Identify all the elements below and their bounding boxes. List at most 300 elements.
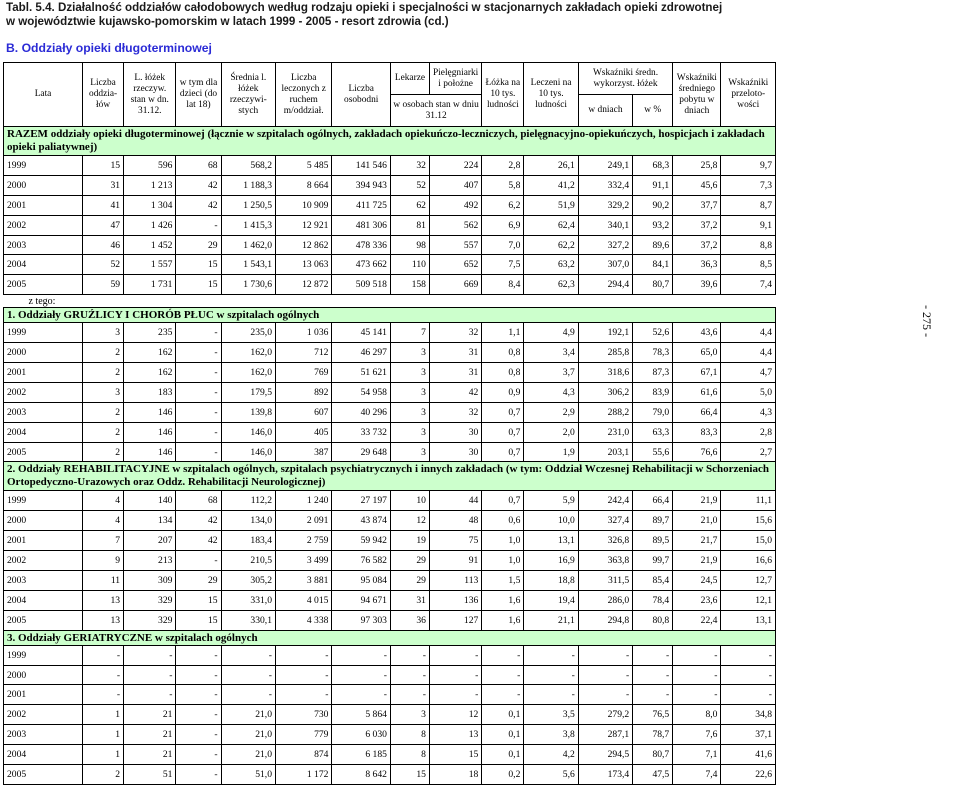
value-cell: 21 — [124, 725, 176, 745]
value-cell: - — [673, 645, 721, 665]
value-cell: - — [578, 685, 632, 705]
value-cell: 15,0 — [721, 531, 776, 551]
value-cell: 2 091 — [276, 511, 332, 531]
value-cell: 7,1 — [673, 745, 721, 765]
value-cell: 0,1 — [482, 745, 524, 765]
value-cell: 18,8 — [524, 571, 578, 591]
value-cell: 113 — [429, 571, 481, 591]
value-cell: 76 582 — [332, 551, 391, 571]
value-cell: 22,4 — [673, 610, 721, 630]
value-cell: 80,8 — [633, 610, 673, 630]
value-cell: 12 — [429, 705, 481, 725]
value-cell: 652 — [429, 255, 481, 275]
value-cell: 1 304 — [124, 195, 176, 215]
value-cell: 21,0 — [673, 511, 721, 531]
value-cell: 5,6 — [524, 765, 578, 785]
value-cell: 405 — [276, 422, 332, 442]
value-cell: 29 — [176, 235, 221, 255]
value-cell: 173,4 — [578, 765, 632, 785]
value-cell: 31 — [429, 343, 481, 363]
value-cell: 5,0 — [721, 382, 776, 402]
value-cell: 78,4 — [633, 590, 673, 610]
value-cell: 76,6 — [673, 442, 721, 462]
value-cell: 596 — [124, 156, 176, 176]
value-cell: 45,6 — [673, 175, 721, 195]
year-cell: 2005 — [4, 442, 83, 462]
year-cell: 1999 — [4, 156, 83, 176]
value-cell: 52,6 — [633, 323, 673, 343]
value-cell: 4,4 — [721, 343, 776, 363]
value-cell: 76,5 — [633, 705, 673, 725]
value-cell: 306,2 — [578, 382, 632, 402]
value-cell: 15 — [176, 590, 221, 610]
value-cell: 4,9 — [524, 323, 578, 343]
value-cell: 16,6 — [721, 551, 776, 571]
value-cell: 1 240 — [276, 491, 332, 511]
value-cell: 90,2 — [633, 195, 673, 215]
value-cell: 7,4 — [673, 765, 721, 785]
section-3-label: 3. Oddziały GERIATRYCZNE w szpitalach ogólnych — [4, 630, 776, 645]
value-cell: 207 — [124, 531, 176, 551]
value-cell: 62,3 — [524, 275, 578, 295]
value-cell: 36,3 — [673, 255, 721, 275]
value-cell: 29 — [390, 551, 429, 571]
value-cell: - — [633, 645, 673, 665]
value-cell: 3 — [390, 382, 429, 402]
header-lozka-na-10tys: Łóżka na 10 tys. ludności — [482, 63, 524, 127]
value-cell: 15 — [176, 255, 221, 275]
value-cell: 42 — [429, 382, 481, 402]
year-cell: 1999 — [4, 491, 83, 511]
value-cell: - — [429, 645, 481, 665]
value-cell: 44 — [429, 491, 481, 511]
value-cell: 9,7 — [721, 156, 776, 176]
value-cell: 307,0 — [578, 255, 632, 275]
value-cell: 5,9 — [524, 491, 578, 511]
header-wskazniki-pobytu: Wskaźniki średniego pobytu w dniach — [673, 63, 721, 127]
header-leczeni-na-10tys: Leczeni na 10 tys. ludności — [524, 63, 578, 127]
value-cell: 30 — [429, 422, 481, 442]
year-cell: 2001 — [4, 531, 83, 551]
year-cell: 2002 — [4, 551, 83, 571]
title-line-1: Tabl. 5.4. Działalność oddziałów całodobowych według rodzaju opieki i specjalności w stacjonarnych zakładach opieki zdrowotnej — [6, 1, 723, 14]
value-cell: 146 — [124, 402, 176, 422]
year-cell: 2005 — [4, 765, 83, 785]
value-cell: 112,2 — [221, 491, 275, 511]
header-dla-dzieci: w tym dla dzieci (do lat 18) — [176, 63, 221, 127]
value-cell: 1 213 — [124, 175, 176, 195]
value-cell: 203,1 — [578, 442, 632, 462]
value-cell: 3 — [83, 382, 124, 402]
value-cell: 15 — [83, 156, 124, 176]
year-cell: 2004 — [4, 590, 83, 610]
value-cell: 12 921 — [276, 215, 332, 235]
value-cell: 83,3 — [673, 422, 721, 442]
value-cell: - — [524, 685, 578, 705]
value-cell: - — [176, 215, 221, 235]
value-cell: 394 943 — [332, 175, 391, 195]
value-cell: 15 — [429, 745, 481, 765]
value-cell: 162 — [124, 343, 176, 363]
value-cell: 52 — [83, 255, 124, 275]
value-cell: 29 648 — [332, 442, 391, 462]
value-cell: 9,1 — [721, 215, 776, 235]
year-cell: 2002 — [4, 705, 83, 725]
value-cell: 87,3 — [633, 363, 673, 383]
value-cell: 192,1 — [578, 323, 632, 343]
value-cell: 213 — [124, 551, 176, 571]
value-cell: 16,9 — [524, 551, 578, 571]
value-cell: 63,3 — [633, 422, 673, 442]
value-cell: 32 — [390, 156, 429, 176]
value-cell: 42 — [176, 531, 221, 551]
value-cell: 285,8 — [578, 343, 632, 363]
value-cell: 3 — [390, 343, 429, 363]
value-cell: 4,3 — [721, 402, 776, 422]
section-2-group — [4, 462, 776, 630]
value-cell: - — [482, 645, 524, 665]
razem-row — [4, 275, 776, 295]
value-cell: 21,1 — [524, 610, 578, 630]
value-cell: 8,7 — [721, 195, 776, 215]
value-cell: 5,8 — [482, 175, 524, 195]
value-cell: 7,0 — [482, 235, 524, 255]
value-cell: 146,0 — [221, 442, 275, 462]
value-cell: 1,1 — [482, 323, 524, 343]
year-cell: 2001 — [4, 195, 83, 215]
value-cell: 7,6 — [673, 725, 721, 745]
value-cell: - — [390, 685, 429, 705]
value-cell: 21,7 — [673, 531, 721, 551]
section-2-row — [4, 511, 776, 531]
year-cell: 2004 — [4, 422, 83, 442]
value-cell: 12 862 — [276, 235, 332, 255]
section-1-row — [4, 323, 776, 343]
value-cell: 3,7 — [524, 363, 578, 383]
value-cell: 3 499 — [276, 551, 332, 571]
value-cell: 1 543,1 — [221, 255, 275, 275]
value-cell: 98 — [390, 235, 429, 255]
value-cell: 473 662 — [332, 255, 391, 275]
year-cell: 2003 — [4, 402, 83, 422]
header-w-dniach: w dniach — [578, 95, 632, 127]
value-cell: 0,7 — [482, 422, 524, 442]
section-3-row — [4, 765, 776, 785]
value-cell: 4,3 — [524, 382, 578, 402]
value-cell: 84,1 — [633, 255, 673, 275]
value-cell: 1,0 — [482, 551, 524, 571]
value-cell: 4 338 — [276, 610, 332, 630]
value-cell: 332,4 — [578, 175, 632, 195]
value-cell: 94 671 — [332, 590, 391, 610]
value-cell: 95 084 — [332, 571, 391, 591]
value-cell: 36 — [390, 610, 429, 630]
value-cell: 25,8 — [673, 156, 721, 176]
section-2-label: 2. Oddziały REHABILITACYJNE w szpitalach ogólnych, szpitalach psychiatrycznych i innych zakładach (w tym: Oddział Wczesnej Rehabilitacji w Schorzeniach Ortopedyczno-Urazowych oraz Oddz. Rehabilitacji Neurologicznej) — [4, 462, 776, 491]
value-cell: 158 — [390, 275, 429, 295]
value-cell: 1 250,5 — [221, 195, 275, 215]
value-cell: 12 872 — [276, 275, 332, 295]
year-cell: 2000 — [4, 665, 83, 685]
value-cell: 3,5 — [524, 705, 578, 725]
value-cell: 134 — [124, 511, 176, 531]
value-cell: 8,8 — [721, 235, 776, 255]
value-cell: 59 942 — [332, 531, 391, 551]
value-cell: 83,9 — [633, 382, 673, 402]
value-cell: 24,5 — [673, 571, 721, 591]
value-cell: 146 — [124, 442, 176, 462]
value-cell: 41,6 — [721, 745, 776, 765]
value-cell: 562 — [429, 215, 481, 235]
value-cell: 162,0 — [221, 343, 275, 363]
value-cell: 4,2 — [524, 745, 578, 765]
value-cell: 318,6 — [578, 363, 632, 383]
value-cell: 8,5 — [721, 255, 776, 275]
value-cell: 32 — [429, 323, 481, 343]
value-cell: - — [578, 665, 632, 685]
header-liczba-leczonych: Liczba leczonych z ruchem m/oddział. — [276, 63, 332, 127]
value-cell: - — [176, 343, 221, 363]
value-cell: 411 725 — [332, 195, 391, 215]
value-cell: 75 — [429, 531, 481, 551]
value-cell: 68 — [176, 156, 221, 176]
razem-group — [4, 127, 776, 295]
value-cell: 7,4 — [721, 275, 776, 295]
value-cell: 8 — [390, 725, 429, 745]
value-cell: 15 — [176, 275, 221, 295]
value-cell: - — [176, 685, 221, 705]
value-cell: 1,6 — [482, 590, 524, 610]
section-3-row — [4, 705, 776, 725]
value-cell: 99,7 — [633, 551, 673, 571]
razem-row — [4, 215, 776, 235]
value-cell: - — [83, 685, 124, 705]
value-cell: 31 — [429, 363, 481, 383]
value-cell: 13 — [429, 725, 481, 745]
value-cell: 179,5 — [221, 382, 275, 402]
value-cell: 6 030 — [332, 725, 391, 745]
header-srednia-lozek: Średnia l. łóżek rzeczywi-stych — [221, 63, 275, 127]
value-cell: 892 — [276, 382, 332, 402]
value-cell: 55,6 — [633, 442, 673, 462]
value-cell: 46 — [83, 235, 124, 255]
value-cell: 2 — [83, 402, 124, 422]
value-cell: 1 730,6 — [221, 275, 275, 295]
value-cell: 62,2 — [524, 235, 578, 255]
razem-row — [4, 235, 776, 255]
value-cell: 224 — [429, 156, 481, 176]
value-cell: 1 188,3 — [221, 175, 275, 195]
value-cell: 7 — [83, 531, 124, 551]
value-cell: 6 185 — [332, 745, 391, 765]
value-cell: 0,8 — [482, 363, 524, 383]
value-cell: 2 — [83, 363, 124, 383]
value-cell: 63,2 — [524, 255, 578, 275]
value-cell: 1,5 — [482, 571, 524, 591]
value-cell: 52 — [390, 175, 429, 195]
value-cell: - — [578, 645, 632, 665]
value-cell: 1 462,0 — [221, 235, 275, 255]
value-cell: 21,9 — [673, 491, 721, 511]
header-osobodni: Liczba osobodni — [332, 63, 391, 127]
value-cell: 4 — [83, 511, 124, 531]
section-3-group — [4, 630, 776, 784]
value-cell: 21 — [124, 705, 176, 725]
value-cell: - — [633, 685, 673, 705]
section-2-row — [4, 551, 776, 571]
value-cell: 68,3 — [633, 156, 673, 176]
section-1-label: 1. Oddziały GRUŹLICY I CHORÓB PŁUC w szpitalach ogólnych — [4, 308, 776, 323]
value-cell: - — [221, 685, 275, 705]
section-2-row — [4, 531, 776, 551]
value-cell: 41 — [83, 195, 124, 215]
section-1-row — [4, 402, 776, 422]
value-cell: 183,4 — [221, 531, 275, 551]
value-cell: 0,6 — [482, 511, 524, 531]
value-cell: 89,6 — [633, 235, 673, 255]
razem-row — [4, 175, 776, 195]
value-cell: 12 — [390, 511, 429, 531]
value-cell: 11,1 — [721, 491, 776, 511]
value-cell: 242,4 — [578, 491, 632, 511]
value-cell: 340,1 — [578, 215, 632, 235]
value-cell: - — [332, 685, 391, 705]
value-cell: 134,0 — [221, 511, 275, 531]
value-cell: 7,5 — [482, 255, 524, 275]
value-cell: 29 — [176, 571, 221, 591]
section-2-row — [4, 571, 776, 591]
value-cell: 3 881 — [276, 571, 332, 591]
value-cell: - — [721, 665, 776, 685]
section-1-row — [4, 382, 776, 402]
value-cell: 235 — [124, 323, 176, 343]
value-cell: 2 759 — [276, 531, 332, 551]
value-cell: 492 — [429, 195, 481, 215]
value-cell: 89,7 — [633, 511, 673, 531]
value-cell: 329,2 — [578, 195, 632, 215]
section-1-row — [4, 422, 776, 442]
value-cell: - — [524, 665, 578, 685]
value-cell: 387 — [276, 442, 332, 462]
value-cell: 110 — [390, 255, 429, 275]
value-cell: 93,2 — [633, 215, 673, 235]
value-cell: 43,6 — [673, 323, 721, 343]
value-cell: 1 452 — [124, 235, 176, 255]
value-cell: 51 621 — [332, 363, 391, 383]
year-cell: 2005 — [4, 275, 83, 295]
razem-row — [4, 255, 776, 275]
section-1-row — [4, 442, 776, 462]
value-cell: 61,6 — [673, 382, 721, 402]
year-cell: 2004 — [4, 745, 83, 765]
value-cell: 3 — [390, 422, 429, 442]
value-cell: 47 — [83, 215, 124, 235]
value-cell: - — [332, 645, 391, 665]
value-cell: 0,2 — [482, 765, 524, 785]
value-cell: 311,5 — [578, 571, 632, 591]
value-cell: 8 — [390, 745, 429, 765]
value-cell: 31 — [390, 590, 429, 610]
value-cell: 19,4 — [524, 590, 578, 610]
value-cell: 23,6 — [673, 590, 721, 610]
section-1-row — [4, 363, 776, 383]
value-cell: 41,2 — [524, 175, 578, 195]
value-cell: 32 — [429, 402, 481, 422]
value-cell: 769 — [276, 363, 332, 383]
value-cell: 712 — [276, 343, 332, 363]
table-header — [4, 63, 776, 127]
value-cell: 329 — [124, 590, 176, 610]
value-cell: 3 — [83, 323, 124, 343]
value-cell: 1 731 — [124, 275, 176, 295]
value-cell: 478 336 — [332, 235, 391, 255]
value-cell: 29 — [390, 571, 429, 591]
value-cell: 139,8 — [221, 402, 275, 422]
value-cell: 1 036 — [276, 323, 332, 343]
value-cell: 48 — [429, 511, 481, 531]
value-cell: 42 — [176, 175, 221, 195]
value-cell: 43 874 — [332, 511, 391, 531]
value-cell: - — [83, 645, 124, 665]
value-cell: - — [176, 382, 221, 402]
value-cell: 12,7 — [721, 571, 776, 591]
value-cell: 40 296 — [332, 402, 391, 422]
value-cell: 33 732 — [332, 422, 391, 442]
value-cell: 51 — [124, 765, 176, 785]
value-cell: - — [176, 402, 221, 422]
value-cell: 47,5 — [633, 765, 673, 785]
value-cell: 2 — [83, 442, 124, 462]
year-cell: 2002 — [4, 382, 83, 402]
value-cell: - — [176, 665, 221, 685]
value-cell: 2,9 — [524, 402, 578, 422]
value-cell: 18 — [429, 765, 481, 785]
value-cell: 1 426 — [124, 215, 176, 235]
razem-section-label: RAZEM oddziały opieki długoterminowej (łącznie w szpitalach ogólnych, zakładach opiekuńczo-leczniczych, pielęgnacyjno-opiekuńczych, hospicjach i zakładach opieki paliatywnej) — [4, 127, 776, 156]
header-liczba-lozek: L. łóżek rzeczyw. stan w dn. 31.12. — [124, 63, 176, 127]
title-line-2: w województwie kujawsko-pomorskim w latach 1999 - 2005 - resort zdrowia (cd.) — [6, 15, 449, 28]
value-cell: 235,0 — [221, 323, 275, 343]
value-cell: 1 557 — [124, 255, 176, 275]
value-cell: 2 — [83, 765, 124, 785]
value-cell: 146 — [124, 422, 176, 442]
value-cell: 330,1 — [221, 610, 275, 630]
value-cell: - — [721, 685, 776, 705]
value-cell: 10,0 — [524, 511, 578, 531]
section-3-row — [4, 725, 776, 745]
value-cell: 13,1 — [524, 531, 578, 551]
year-cell: 2002 — [4, 215, 83, 235]
value-cell: 45 141 — [332, 323, 391, 343]
section-3-row — [4, 745, 776, 765]
value-cell: 287,1 — [578, 725, 632, 745]
value-cell: 67,1 — [673, 363, 721, 383]
razem-row — [4, 195, 776, 215]
section-2-row — [4, 491, 776, 511]
z-tego-label: z tego: — [4, 295, 776, 308]
value-cell: 3 — [390, 705, 429, 725]
data-table — [3, 62, 776, 785]
value-cell: 8 642 — [332, 765, 391, 785]
value-cell: 7,3 — [721, 175, 776, 195]
value-cell: 62,4 — [524, 215, 578, 235]
header-lekarze: Lekarze — [390, 63, 429, 95]
value-cell: 2 — [83, 343, 124, 363]
value-cell: 1 — [83, 705, 124, 725]
value-cell: 21,0 — [221, 725, 275, 745]
value-cell: 9 — [83, 551, 124, 571]
value-cell: 37,1 — [721, 725, 776, 745]
